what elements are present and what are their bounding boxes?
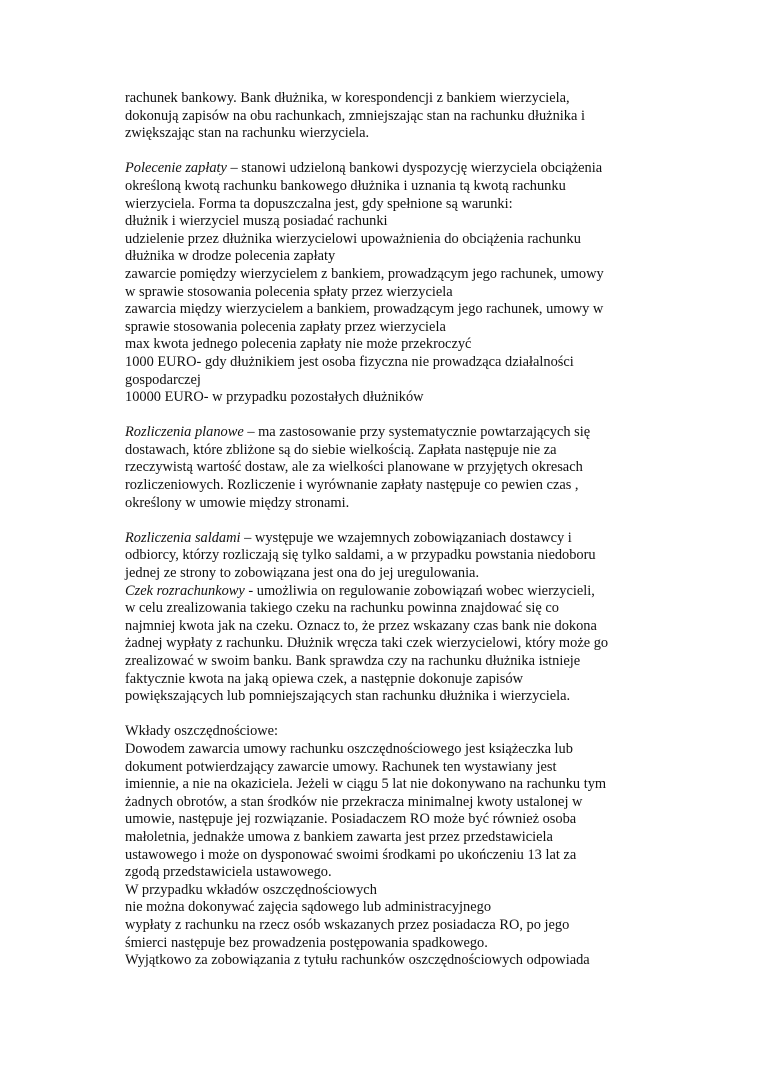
text-line: nie można dokonywać zajęcia sądowego lub administracyjnego (125, 899, 492, 916)
text-line: odbiorcy, którzy rozliczają się tylko saldami, a w przypadku powstania niedoboru (125, 547, 596, 564)
paragraph-polecenie-zaplaty (125, 160, 645, 406)
text-fragment: – ma zastosowanie przy systematycznie powtarzających się (243, 424, 591, 441)
text-line: 10000 EURO- w przypadku pozostałych dłużników (125, 389, 424, 406)
text-line (125, 160, 645, 178)
term-rozliczenia-planowe: Rozliczenia planowe (125, 424, 244, 441)
text-line: żadnej wypłaty z rachunku. Dłużnik wręcza taki czek wierzycielowi, który może go (125, 635, 609, 652)
term-polecenie-zaplaty: Polecenie zapłaty (125, 160, 227, 177)
text-line: sprawie stosowania polecenia zapłaty przez wierzyciela (125, 318, 446, 335)
text-line: wierzyciela. Forma ta dopuszczalna jest, gdy spełnione są warunki: (125, 195, 513, 212)
text-line: imiennie, a nie na okaziciela. Jeżeli w ciągu 5 lat nie dokonywano na rachunku tym (125, 776, 607, 793)
paragraph-gap (125, 407, 645, 425)
text-line: rachunek bankowy. Bank dłużnika, w korespondencji z bankiem wierzyciela, (125, 90, 570, 106)
text-line: najmniej kwota jak na czeku. Oznacz to, że przez wskazany czas bank nie dokona (125, 617, 597, 634)
text-line: umowie, następuje jej rozwiązanie. Posiadaczem RO może być również osoba (125, 811, 577, 828)
text-line: dłużnika w drodze polecenia zapłaty (125, 248, 336, 265)
document-page (125, 90, 645, 970)
paragraph-intro (125, 90, 645, 143)
text-line: gospodarczej (125, 371, 201, 388)
text-line (125, 530, 645, 548)
text-line: w celu zrealizowania takiego czeku na rachunku powinna znajdować się co (125, 600, 559, 617)
text-fragment: - umożliwia on regulowanie zobowiązań wobec wierzycieli, (244, 582, 595, 599)
text-fragment: – stanowi udzieloną bankowi dyspozycję wierzyciela obciążenia (226, 160, 603, 177)
text-line: rozliczeniowych. Rozliczenie i wyrównanie zapłaty następuje co pewien czas , (125, 477, 579, 494)
text-line: powiększających lub pomniejszających stan rachunku dłużnika i wierzyciela. (125, 688, 571, 705)
text-line: faktycznie kwota na jaką opiewa czek, a następnie dokonuje zapisów (125, 670, 523, 687)
text-line (125, 424, 645, 442)
text-line: zawarcia między wierzycielem a bankiem, prowadzącym jego rachunek, umowy w (125, 301, 604, 318)
text-line: zawarcie pomiędzy wierzycielem z bankiem, prowadzącym jego rachunek, umowy (125, 265, 604, 282)
text-line: Wyjątkowo za zobowiązania z tytułu rachunków oszczędnościowych odpowiada (125, 952, 590, 969)
text-line: ustawowego i może on dysponować swoimi środkami po ukończeniu 13 lat za (125, 846, 577, 863)
text-line: dłużnik i wierzyciel muszą posiadać rachunki (125, 213, 388, 230)
paragraph-wklady-oszczednosciowe (125, 723, 645, 969)
text-line: dokument potwierdzający zawarcie umowy. Rachunek ten wystawiany jest (125, 758, 557, 775)
text-line: śmierci następuje bez prowadzenia postępowania spadkowego. (125, 934, 488, 951)
term-rozliczenia-saldami: Rozliczenia saldami (125, 529, 241, 546)
text-line: wypłaty z rachunku na rzecz osób wskazanych przez posiadacza RO, po jego (125, 916, 570, 933)
text-line: 1000 EURO- gdy dłużnikiem jest osoba fizyczna nie prowadząca działalności (125, 353, 574, 370)
paragraph-rozliczenia-saldami (125, 530, 645, 583)
section-heading: Wkłady oszczędnościowe: (125, 723, 279, 740)
text-line: określoną kwotą rachunku bankowego dłużnika i uznania tą kwotą rachunku (125, 177, 566, 194)
paragraph-gap (125, 143, 645, 161)
text-line: żadnych obrotów, a stan środków nie przekracza minimalnej kwoty ustalonej w (125, 793, 583, 810)
text-line: Dowodem zawarcia umowy rachunku oszczędnościowego jest książeczka lub (125, 740, 573, 757)
text-line: określony w umowie między stronami. (125, 494, 350, 511)
paragraph-gap (125, 706, 645, 724)
term-czek-rozrachunkowy: Czek rozrachunkowy (125, 582, 245, 599)
text-line (125, 583, 645, 601)
text-line: W przypadku wkładów oszczędnościowych (125, 881, 377, 898)
text-line: w sprawie stosowania polecenia spłaty przez wierzyciela (125, 283, 453, 300)
text-line: zgodą przedstawiciela ustawowego. (125, 864, 332, 881)
text-line: małoletnia, jednakże umowa z bankiem zawarta jest przez przedstawiciela (125, 828, 553, 845)
paragraph-rozliczenia-planowe (125, 424, 645, 512)
text-line: max kwota jednego polecenia zapłaty nie może przekroczyć (125, 336, 472, 353)
paragraph-czek-rozrachunkowy (125, 583, 645, 706)
text-line: dokonują zapisów na obu rachunkach, zmniejszając stan na rachunku dłużnika i (125, 107, 585, 124)
text-line: zwiększając stan na rachunku wierzyciela. (125, 125, 370, 142)
text-line: rzeczywistą wartość dostaw, ale za wielkości planowane w przyjętych okresach (125, 459, 583, 476)
paragraph-gap (125, 512, 645, 530)
text-line: dostawach, które zbliżone są do siebie wielkością. Zapłata następuje nie za (125, 441, 557, 458)
text-line: udzielenie przez dłużnika wierzycielowi upoważnienia do obciążenia rachunku (125, 230, 581, 247)
text-line: zrealizować w swoim banku. Bank sprawdza czy na rachunku dłużnika istnieje (125, 653, 581, 669)
text-fragment: – występuje we wzajemnych zobowiązaniach dostawcy i (240, 529, 572, 546)
text-line: jednej ze strony to zobowiązana jest ona do jej uregulowania. (125, 565, 480, 582)
